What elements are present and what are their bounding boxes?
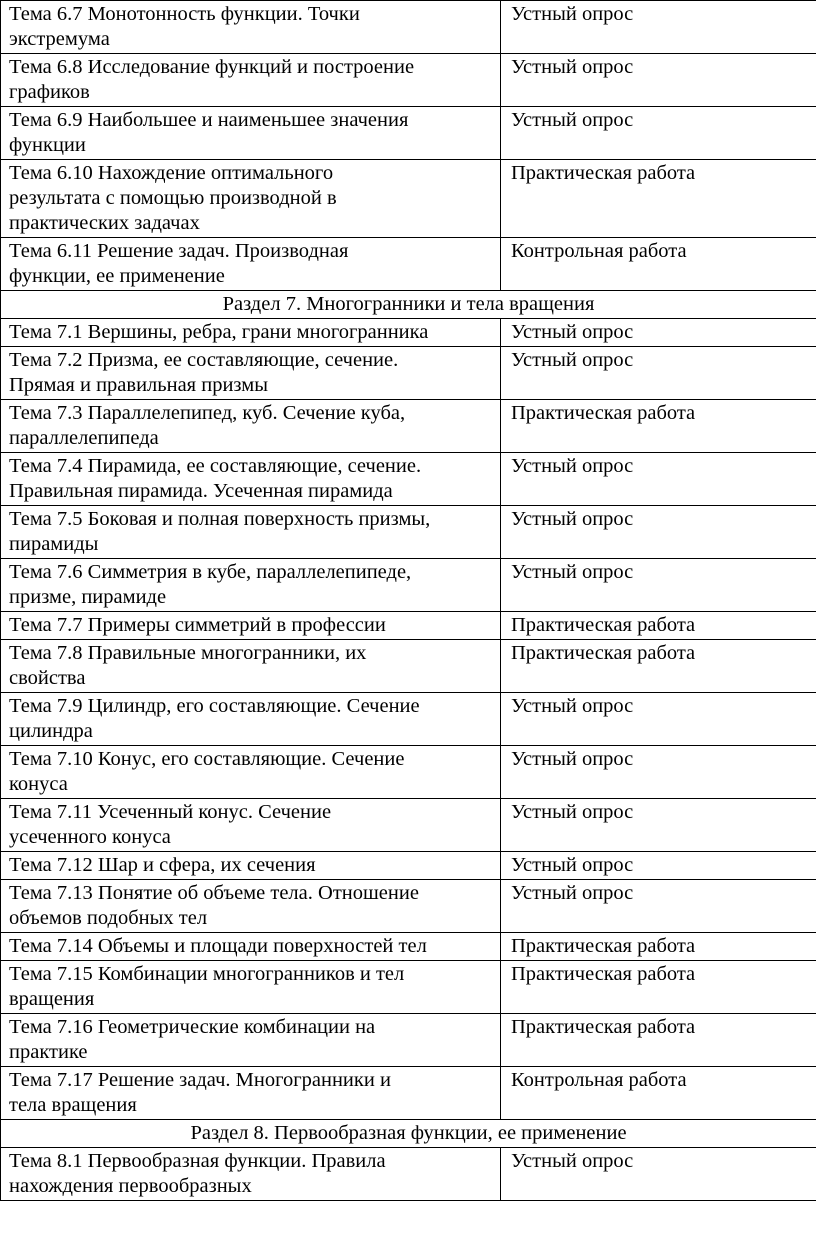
assessment-form-cell: Устный опрос: [501, 319, 816, 347]
assessment-form-cell: Практическая работа: [501, 640, 816, 693]
topic-cell: Тема 7.2 Призма, ее составляющие, сечение. Прямая и правильная призмы: [1, 347, 501, 400]
topic-cell: Тема 7.15 Комбинации многогранников и тел вращения: [1, 961, 501, 1014]
assessment-form-cell: Практическая работа: [501, 400, 816, 453]
table-row: [1, 612, 816, 640]
assessment-form-cell: Контрольная работа: [501, 1067, 816, 1120]
assessment-form-cell: Устный опрос: [501, 1148, 816, 1201]
assessment-form-cell: Практическая работа: [501, 160, 816, 238]
topic-cell: Тема 7.12 Шар и сфера, их сечения: [1, 852, 501, 880]
table-row: [1, 107, 816, 160]
topic-cell: Тема 6.9 Наибольшее и наименьшее значения функции: [1, 107, 501, 160]
topic-cell: Тема 7.17 Решение задач. Многогранники и тела вращения: [1, 1067, 501, 1120]
topic-cell: Тема 7.5 Боковая и полная поверхность призмы, пирамиды: [1, 506, 501, 559]
topic-cell: Тема 6.11 Решение задач. Производная функции, ее применение: [1, 238, 501, 291]
table-row: [1, 238, 816, 291]
table-row: [1, 453, 816, 506]
section-row: [1, 1120, 816, 1148]
topic-cell: Тема 6.7 Монотонность функции. Точки экстремума: [1, 1, 501, 54]
assessment-form-cell: Устный опрос: [501, 880, 816, 933]
table-row: [1, 319, 816, 347]
topic-cell: Тема 6.10 Нахождение оптимального результата с помощью производной в практических задачах: [1, 160, 501, 238]
assessment-form-cell: Практическая работа: [501, 933, 816, 961]
assessment-form-cell: Практическая работа: [501, 1014, 816, 1067]
assessment-form-cell: Устный опрос: [501, 54, 816, 107]
assessment-form-cell: Контрольная работа: [501, 238, 816, 291]
topic-cell: Тема 7.11 Усеченный конус. Сечение усеченного конуса: [1, 799, 501, 852]
assessment-form-cell: Устный опрос: [501, 693, 816, 746]
section-title: Раздел 8. Первообразная функции, ее применение: [1, 1120, 816, 1148]
table-row: [1, 933, 816, 961]
table-row: [1, 880, 816, 933]
table-row: [1, 640, 816, 693]
topic-cell: Тема 7.16 Геометрические комбинации на практике: [1, 1014, 501, 1067]
assessment-form-cell: Практическая работа: [501, 961, 816, 1014]
assessment-form-cell: Устный опрос: [501, 107, 816, 160]
table-row: [1, 400, 816, 453]
assessment-form-cell: Устный опрос: [501, 453, 816, 506]
table-row: [1, 852, 816, 880]
topic-cell: Тема 7.10 Конус, его составляющие. Сечение конуса: [1, 746, 501, 799]
table-row: [1, 1014, 816, 1067]
topic-cell: Тема 7.3 Параллелепипед, куб. Сечение куба, параллелепипеда: [1, 400, 501, 453]
topic-cell: Тема 7.9 Цилиндр, его составляющие. Сечение цилиндра: [1, 693, 501, 746]
table-row: [1, 1, 816, 54]
table-row: [1, 1148, 816, 1201]
assessment-form-cell: Устный опрос: [501, 559, 816, 612]
table-row: [1, 746, 816, 799]
table-row: [1, 799, 816, 852]
topic-cell: Тема 7.14 Объемы и площади поверхностей тел: [1, 933, 501, 961]
assessment-form-cell: Практическая работа: [501, 612, 816, 640]
assessment-form-cell: Устный опрос: [501, 506, 816, 559]
topics-table-body: [1, 1, 816, 1201]
table-row: [1, 160, 816, 238]
topic-cell: Тема 7.4 Пирамида, ее составляющие, сечение. Правильная пирамида. Усеченная пирамида: [1, 453, 501, 506]
table-row: [1, 1067, 816, 1120]
topic-cell: Тема 7.13 Понятие об объеме тела. Отношение объемов подобных тел: [1, 880, 501, 933]
topic-cell: Тема 6.8 Исследование функций и построение графиков: [1, 54, 501, 107]
table-row: [1, 961, 816, 1014]
table-row: [1, 693, 816, 746]
assessment-form-cell: Устный опрос: [501, 852, 816, 880]
table-row: [1, 347, 816, 400]
section-row: [1, 291, 816, 319]
table-row: [1, 54, 816, 107]
topic-cell: Тема 8.1 Первообразная функции. Правила нахождения первообразных: [1, 1148, 501, 1201]
table-row: [1, 506, 816, 559]
topic-cell: Тема 7.7 Примеры симметрий в профессии: [1, 612, 501, 640]
assessment-form-cell: Устный опрос: [501, 347, 816, 400]
topic-cell: Тема 7.1 Вершины, ребра, грани многогранника: [1, 319, 501, 347]
topic-cell: Тема 7.8 Правильные многогранники, их свойства: [1, 640, 501, 693]
section-title: Раздел 7. Многогранники и тела вращения: [1, 291, 816, 319]
assessment-form-cell: Устный опрос: [501, 799, 816, 852]
table-row: [1, 559, 816, 612]
assessment-form-cell: Устный опрос: [501, 746, 816, 799]
assessment-form-cell: Устный опрос: [501, 1, 816, 54]
topic-cell: Тема 7.6 Симметрия в кубе, параллелепипеде, призме, пирамиде: [1, 559, 501, 612]
